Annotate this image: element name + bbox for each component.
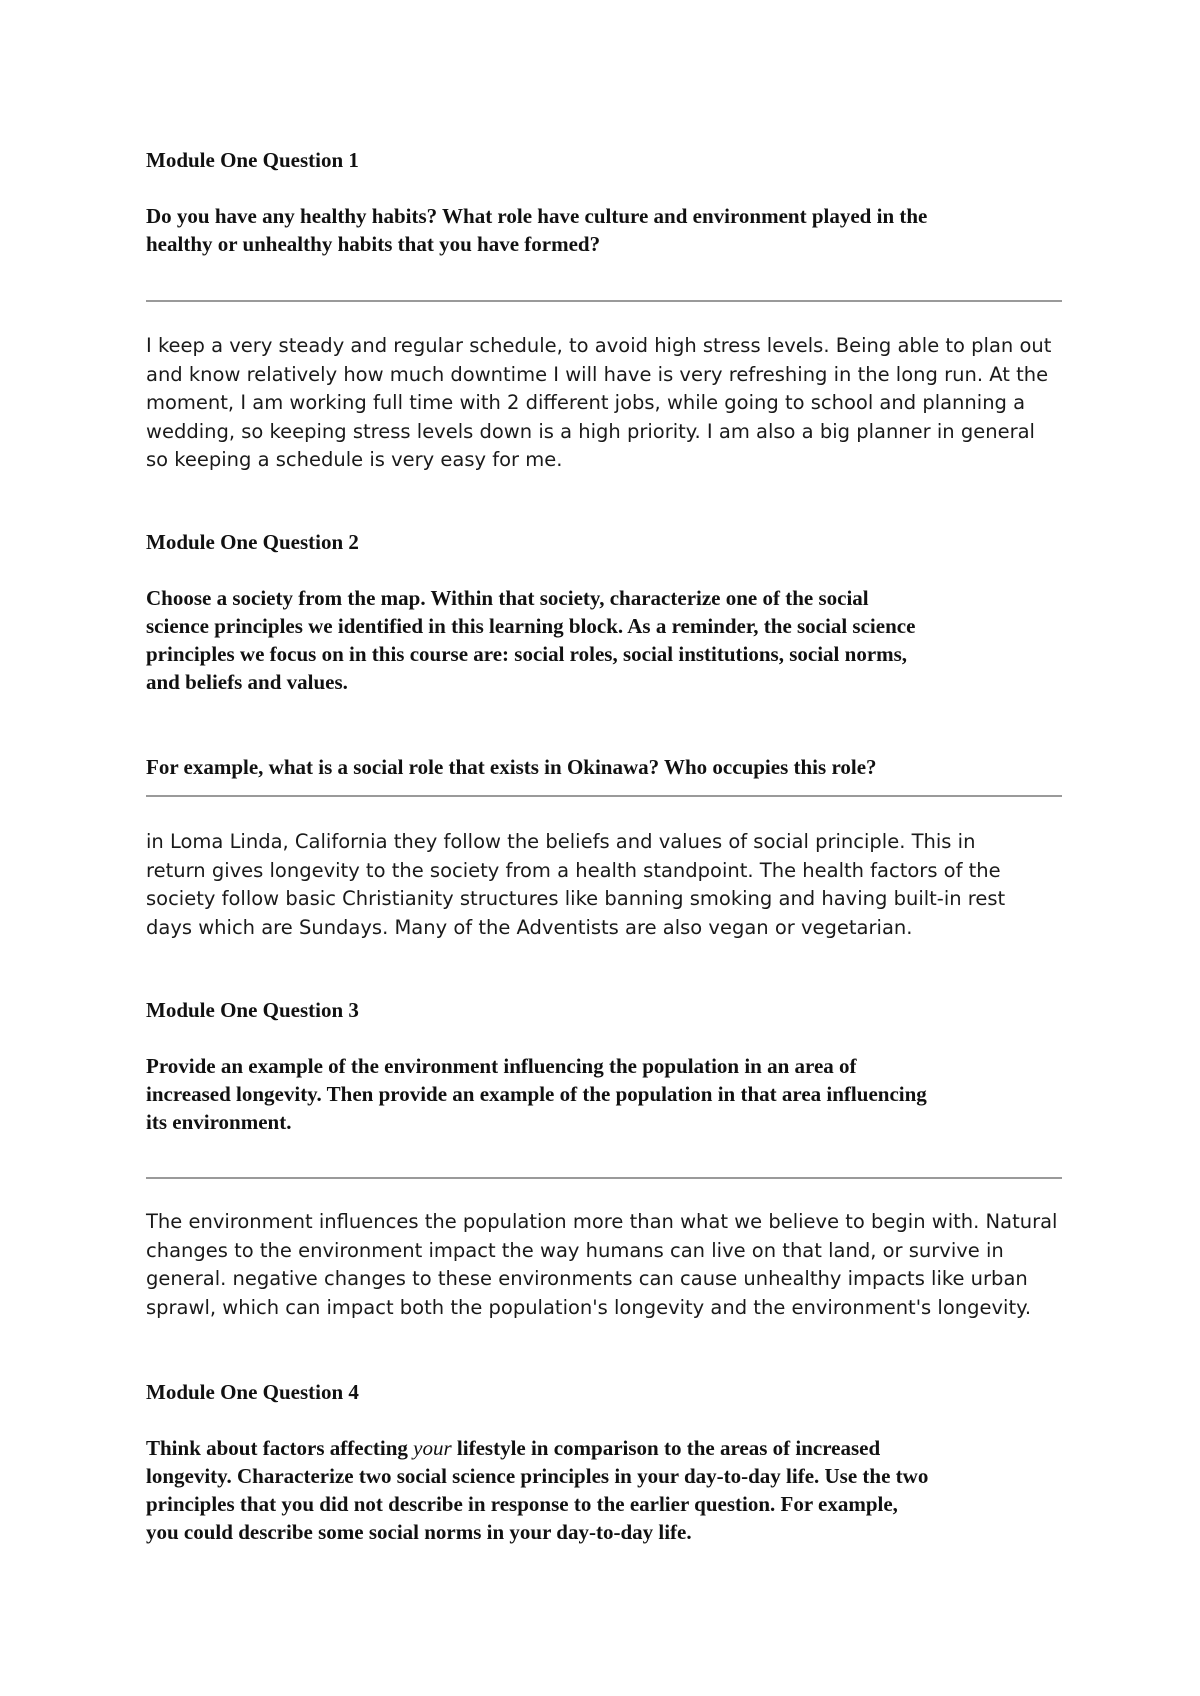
prompt-text: Think about factors affecting [146,1436,414,1460]
prompt-line: healthy or unhealthy habits that you have formed? [146,232,601,256]
answer-line: and know relatively how much downtime I will have is very refreshing in the long run. At the [146,362,1049,386]
prompt-line: and beliefs and values. [146,670,348,694]
prompt-line: Do you have any healthy habits? What role have culture and environment played in the [146,204,928,228]
question-2-title: Module One Question 2 [146,530,359,554]
answer-line: sprawl, which can impact both the population's longevity and the environment's longevity. [146,1295,1032,1319]
prompt-line: principles that you did not describe in response to the earlier question. For example, [146,1492,898,1516]
answer-divider-3 [146,1177,1062,1179]
question-4-title: Module One Question 4 [146,1380,359,1404]
answer-line: days which are Sundays. Many of the Adventists are also vegan or vegetarian. [146,915,913,939]
prompt-line: Choose a society from the map. Within that society, characterize one of the social [146,586,869,610]
answer-line: in Loma Linda, California they follow the beliefs and values of social principle. This in [146,830,976,853]
answer-line: wedding, so keeping stress levels down is a high priority. I am also a big planner in general [146,419,1035,443]
answer-divider-1 [146,300,1062,302]
answer-line: society follow basic Christianity structures like banning smoking and having built-in rest [146,887,1006,910]
prompt-emphasis: your [413,1436,452,1460]
answer-line: so keeping a schedule is very easy for me. [146,448,563,471]
answer-line: changes to the environment impact the way humans can live on that land, or survive in [146,1238,1004,1262]
prompt-line [146,1434,1066,1462]
answer-line: The environment influences the population more than what we believe to begin with. Natural [146,1210,1058,1233]
answer-line: I keep a very steady and regular schedule, to avoid high stress levels. Being able to plan out [146,334,1052,357]
prompt-line: science principles we identified in this learning block. As a reminder, the social science [146,614,916,638]
question-4-prompt [146,1434,1066,1546]
question-1-prompt [146,202,1066,258]
prompt-line: its environment. [146,1110,292,1134]
question-1-answer [146,332,1066,475]
question-2-prompt [146,584,1066,696]
question-2-answer [146,828,1066,942]
prompt-line: principles we focus on in this course are: social roles, social institutions, social norms, [146,642,908,666]
prompt-line: For example, what is a social role that exists in Okinawa? Who occupies this role? [146,755,877,779]
answer-line: general. negative changes to these environments can cause unhealthy impacts like urban [146,1267,1028,1290]
answer-divider-2 [146,795,1062,797]
question-3-answer [146,1208,1066,1322]
prompt-line: longevity. Characterize two social science principles in your day-to-day life. Use the two [146,1464,929,1488]
question-3-prompt [146,1052,1066,1136]
question-3-title: Module One Question 3 [146,998,359,1022]
question-2-example [146,753,1066,781]
prompt-line: Provide an example of the environment influencing the population in an area of [146,1054,857,1078]
prompt-text: lifestyle in comparison to the areas of increased [451,1436,881,1460]
answer-line: return gives longevity to the society from a health standpoint. The health factors of the [146,858,1001,882]
answer-line: moment, I am working full time with 2 different jobs, while going to school and planning a [146,391,1026,414]
question-1-title: Module One Question 1 [146,148,359,172]
prompt-line: increased longevity. Then provide an example of the population in that area influencing [146,1082,927,1106]
prompt-line: you could describe some social norms in your day-to-day life. [146,1520,692,1544]
